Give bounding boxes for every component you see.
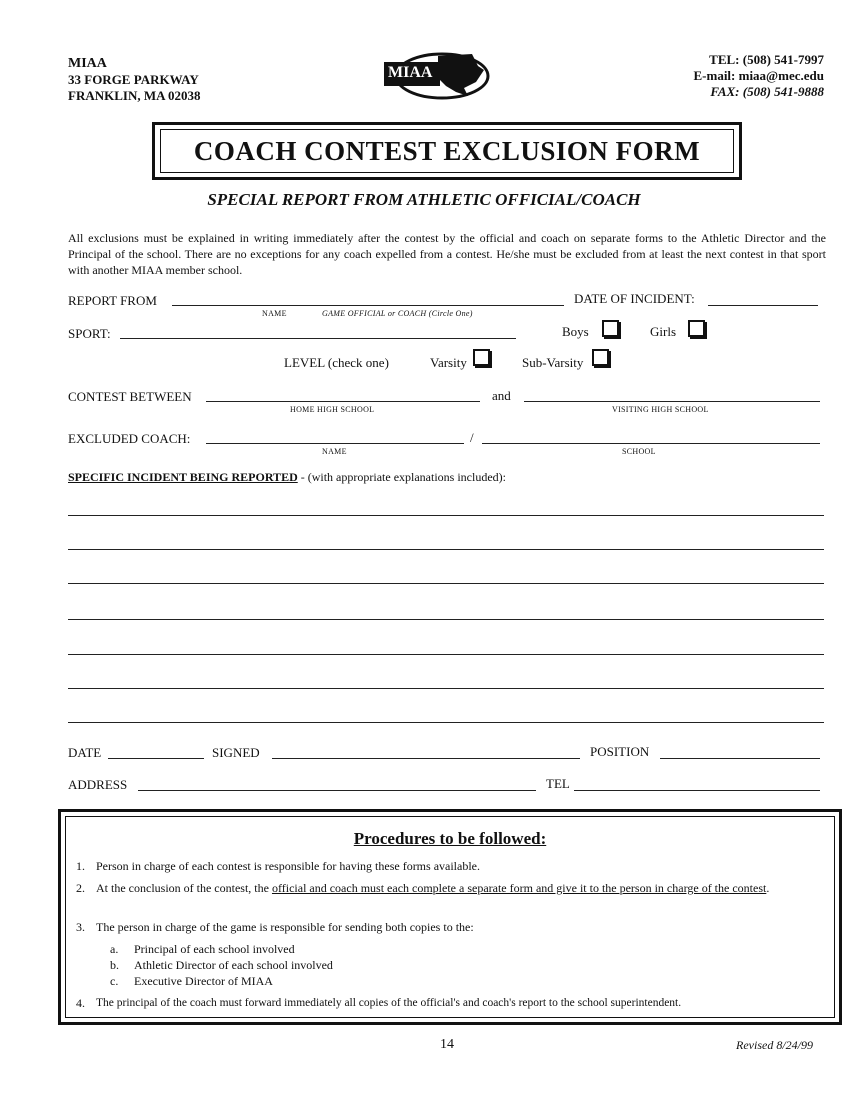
procedure-item-1: Person in charge of each contest is responsible for having these forms available. [96,859,480,873]
sub-item-letter: c. [110,974,119,988]
excluded-coach-name-field[interactable] [206,443,464,444]
girls-checkbox[interactable] [688,320,705,337]
revised-date: Revised 8/24/99 [736,1038,813,1052]
contact-tel: TEL: (508) 541-7997 [709,52,824,67]
signed-field[interactable] [272,758,580,759]
procedure-item-2-lead: At the conclusion of the contest, the [96,881,272,895]
visiting-school-caption: VISITING HIGH SCHOOL [612,405,709,414]
specific-incident-label [68,470,506,485]
address-label: ADDRESS [68,777,128,792]
contest-between-label: CONTEST BETWEEN [68,389,192,404]
procedure-number: 3. [76,920,85,934]
signed-label: SIGNED [212,745,260,760]
page-number: 14 [440,1037,454,1052]
procedures-title: Procedures to be followed: [353,829,547,848]
incident-line[interactable] [68,515,824,516]
specific-incident-heading: SPECIFIC INCIDENT BEING REPORTED [68,470,298,484]
position-label: POSITION [590,744,650,759]
incident-line[interactable] [68,722,824,723]
procedure-item-2 [96,881,826,896]
sub-item-letter: a. [110,942,119,956]
date-label: DATE [68,745,102,760]
org-block [68,56,201,104]
sub-varsity-label: Sub-Varsity [522,355,584,370]
procedure-number: 1. [76,859,85,873]
incident-line[interactable] [68,654,824,655]
contact-block [693,52,824,100]
sub-item-c: Executive Director of MIAA [134,974,273,988]
logo-text: MIAA [388,64,433,81]
home-school-caption: HOME HIGH SCHOOL [290,405,375,414]
varsity-label: Varsity [430,355,467,370]
incident-line[interactable] [68,688,824,689]
report-from-field[interactable] [172,305,564,306]
girls-label: Girls [650,324,676,339]
address-field[interactable] [138,790,536,791]
title-box [152,122,742,180]
varsity-checkbox[interactable] [473,349,490,366]
name-caption: NAME [262,309,287,318]
date-field[interactable] [108,758,204,759]
org-address-line2: FRANKLIN, MA 02038 [68,88,201,103]
sub-item-b: Athletic Director of each school involved [134,958,333,972]
sub-item-a: Principal of each school involved [134,942,295,956]
procedure-number: 4. [76,996,85,1010]
procedures-box [58,809,842,1025]
excluded-coach-label: EXCLUDED COACH: [68,431,191,446]
incident-line[interactable] [68,549,824,550]
tel-label: TEL [546,776,570,791]
and-label: and [492,388,511,403]
home-school-field[interactable] [206,401,480,402]
procedure-item-2-end: . [766,881,770,895]
org-name: MIAA [68,56,107,71]
boys-label: Boys [562,324,589,339]
coach-name-caption: NAME [322,447,347,456]
procedure-item-3: The person in charge of the game is responsible for sending both copies to the: [96,920,474,934]
date-of-incident-field[interactable] [708,305,818,306]
slash-separator: / [470,430,474,445]
form-title: COACH CONTEST EXCLUSION FORM [193,135,701,166]
procedure-item-2-emphasis: official and coach must each complete a separate form and give it to the person in charge of the contest [271,881,767,895]
tel-field[interactable] [574,790,820,791]
official-caption: GAME OFFICIAL or COACH (Circle One) [322,309,473,318]
report-from-label: REPORT FROM [68,293,157,308]
school-caption: SCHOOL [622,447,656,456]
procedure-number: 2. [76,881,85,895]
form-subtitle: SPECIAL REPORT FROM ATHLETIC OFFICIAL/COACH [207,190,641,209]
boys-checkbox[interactable] [602,320,619,337]
level-label: LEVEL (check one) [284,355,389,370]
sub-item-letter: b. [110,958,119,972]
sub-varsity-checkbox[interactable] [592,349,609,366]
sport-label: SPORT: [68,326,111,341]
contact-fax: FAX: (508) 541-9888 [710,84,824,99]
sport-field[interactable] [120,338,516,339]
miaa-logo [380,48,492,104]
excluded-coach-school-field[interactable] [482,443,820,444]
intro-paragraph: All exclusions must be explained in writing immediately after the contest by the official and coach on separate forms to the Athletic Director and the Principal of the school. There are no exceptions for any coach expelled from a contest. He/she must be excluded from at least the next contest in that sport with another MIAA member school. [68,231,826,277]
incident-line[interactable] [68,583,824,584]
visiting-school-field[interactable] [524,401,820,402]
org-address-line1: 33 FORGE PARKWAY [68,72,199,87]
specific-incident-note: - (with appropriate explanations included): [300,470,506,484]
procedure-item-4: The principal of the coach must forward immediately all copies of the official's and coach's report to the school superintendent. [96,997,682,1009]
date-of-incident-label: DATE OF INCIDENT: [574,291,695,306]
position-field[interactable] [660,758,820,759]
incident-line[interactable] [68,619,824,620]
contact-email: E-mail: miaa@mec.edu [693,68,824,83]
